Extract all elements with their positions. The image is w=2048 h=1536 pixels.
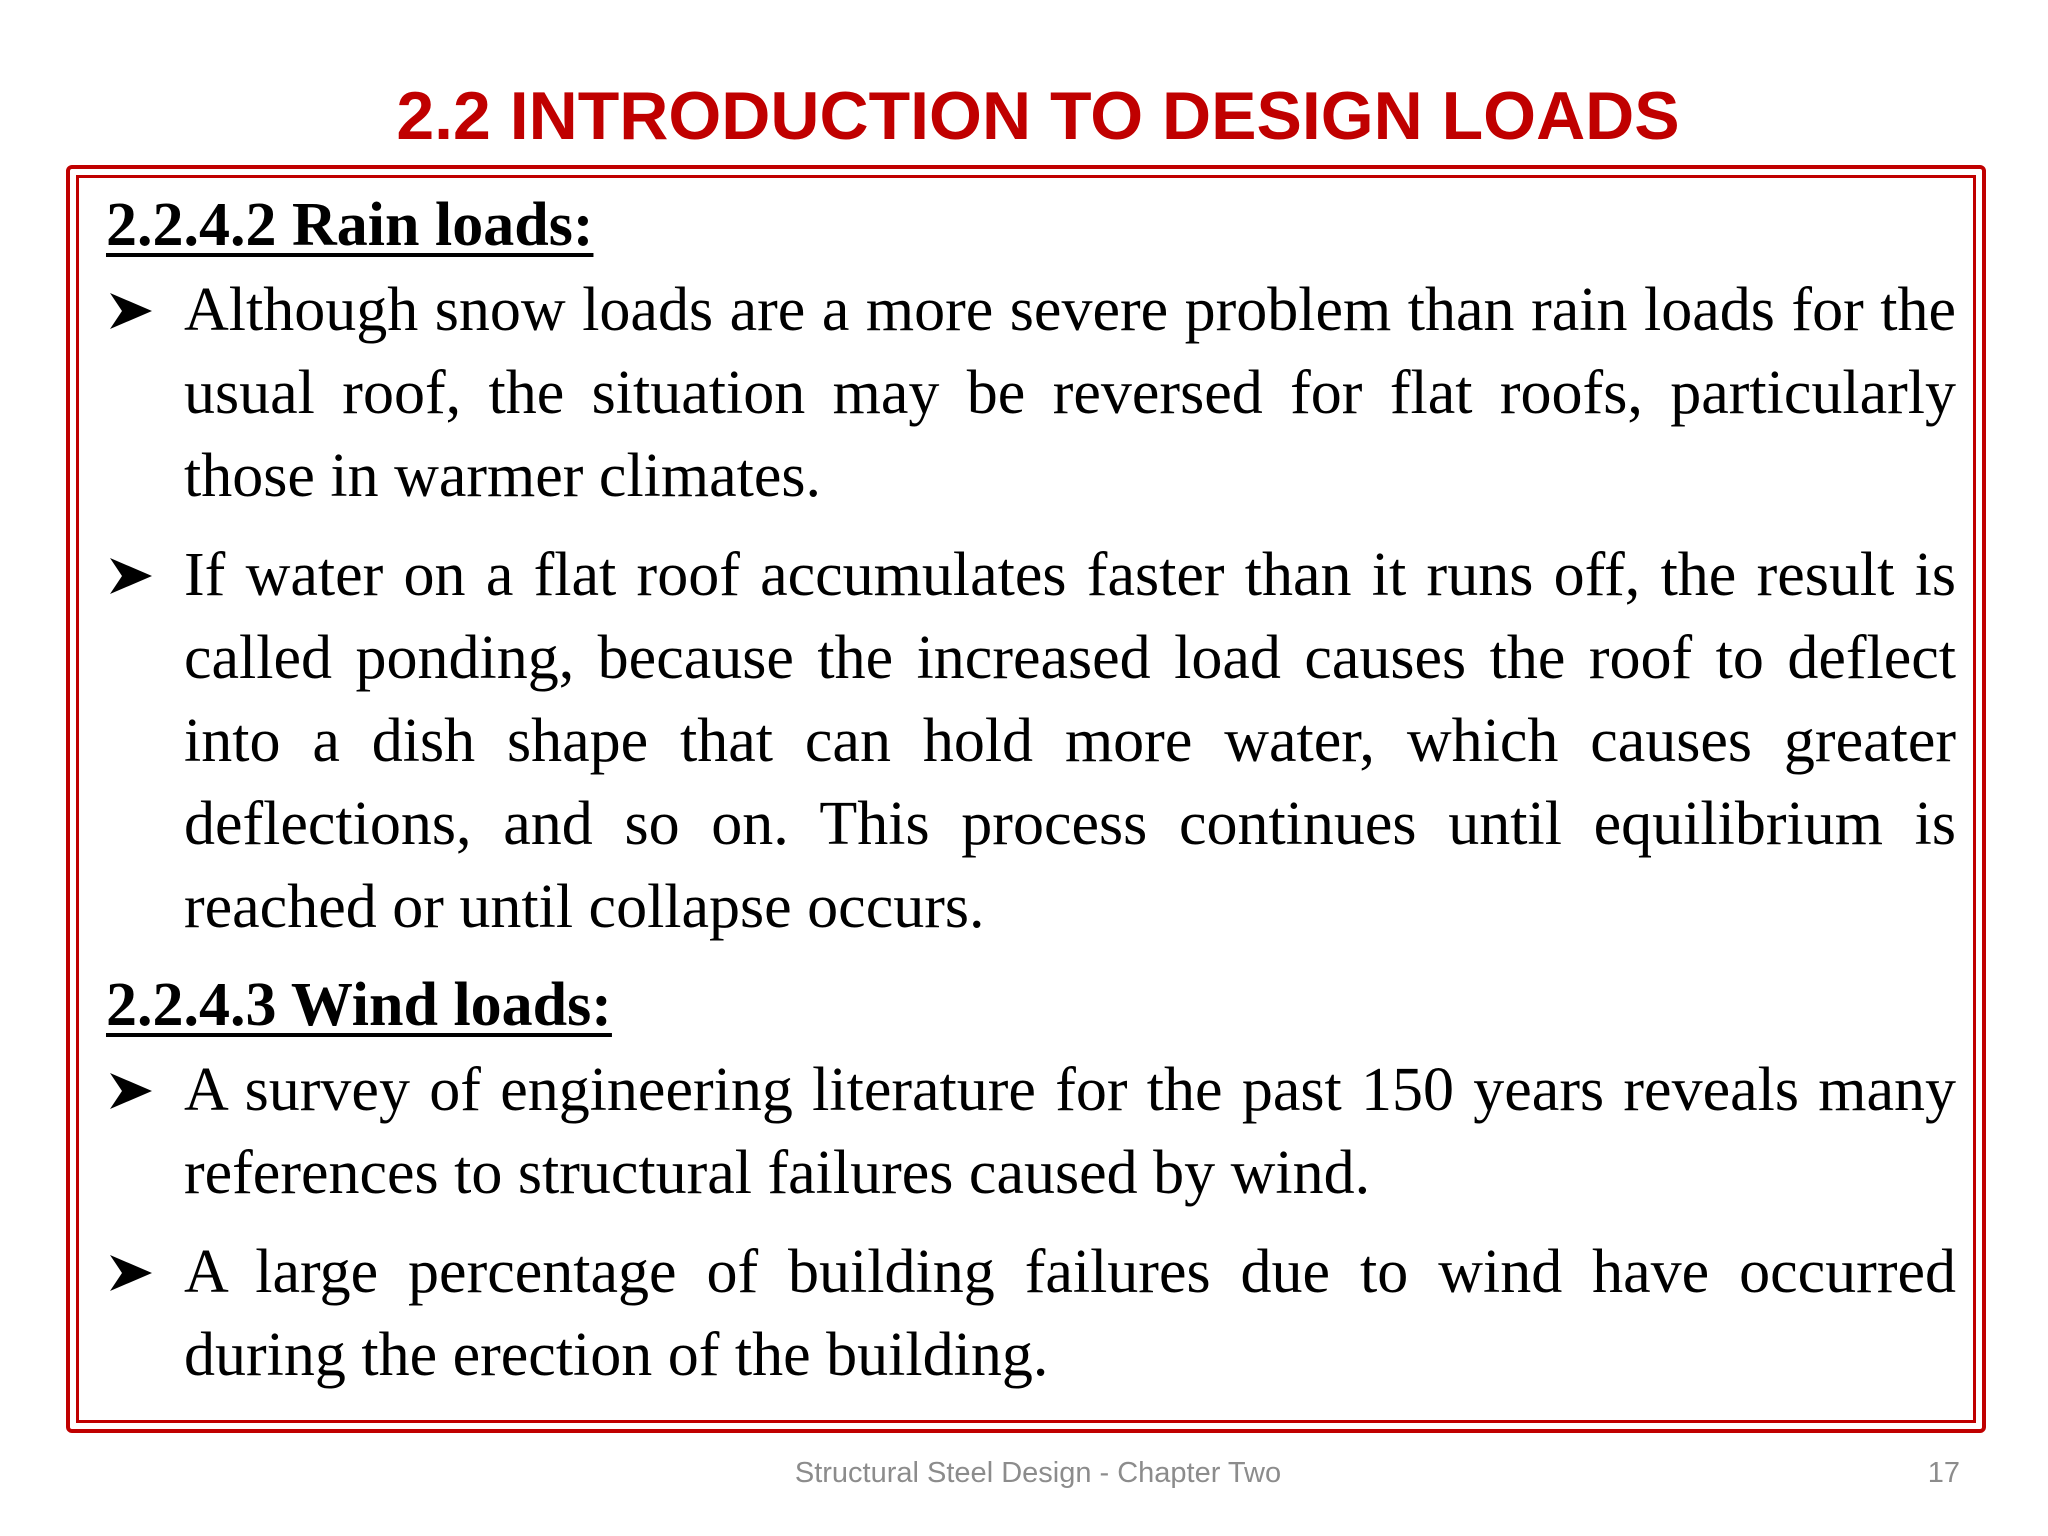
bullet-item [106,269,1956,518]
page-number: 17 [1927,1457,1960,1489]
bullet-item [106,1049,1956,1215]
bullet-text: A survey of engineering literature for the past 150 years reveals many references to structural failures caused by wind. [184,1056,1956,1207]
bullet-item [106,534,1956,949]
bullet-text: A large percentage of building failures due to wind have occurred during the erection of the building. [184,1238,1956,1389]
section-heading-rain-loads: 2.2.4.2 Rain loads: [106,191,594,259]
footer-text: Structural Steel Design - Chapter Two [794,1457,1282,1489]
bullet-item [106,1231,1956,1397]
arrowhead-bullet-icon [106,269,166,352]
arrowhead-bullet-icon [106,1049,166,1132]
slide-content [106,185,1956,1413]
bullet-text: If water on a flat roof accumulates faster than it runs off, the result is called ponding, because the increased load causes the roof to deflect into a dish shape that can hold more water, which causes greater deflections, and so on. This process continues until equilibrium is reached or until collapse occurs. [184,541,1956,941]
bullet-text: Although snow loads are a more severe problem than rain loads for the usual roof, the situation may be reversed for flat roofs, particularly those in warmer climates. [184,276,1956,510]
arrowhead-bullet-icon [106,1231,166,1314]
section-heading-wind-loads: 2.2.4.3 Wind loads: [106,971,612,1039]
slide-title: 2.2 INTRODUCTION TO DESIGN LOADS [396,78,1680,154]
arrowhead-bullet-icon [106,534,166,617]
